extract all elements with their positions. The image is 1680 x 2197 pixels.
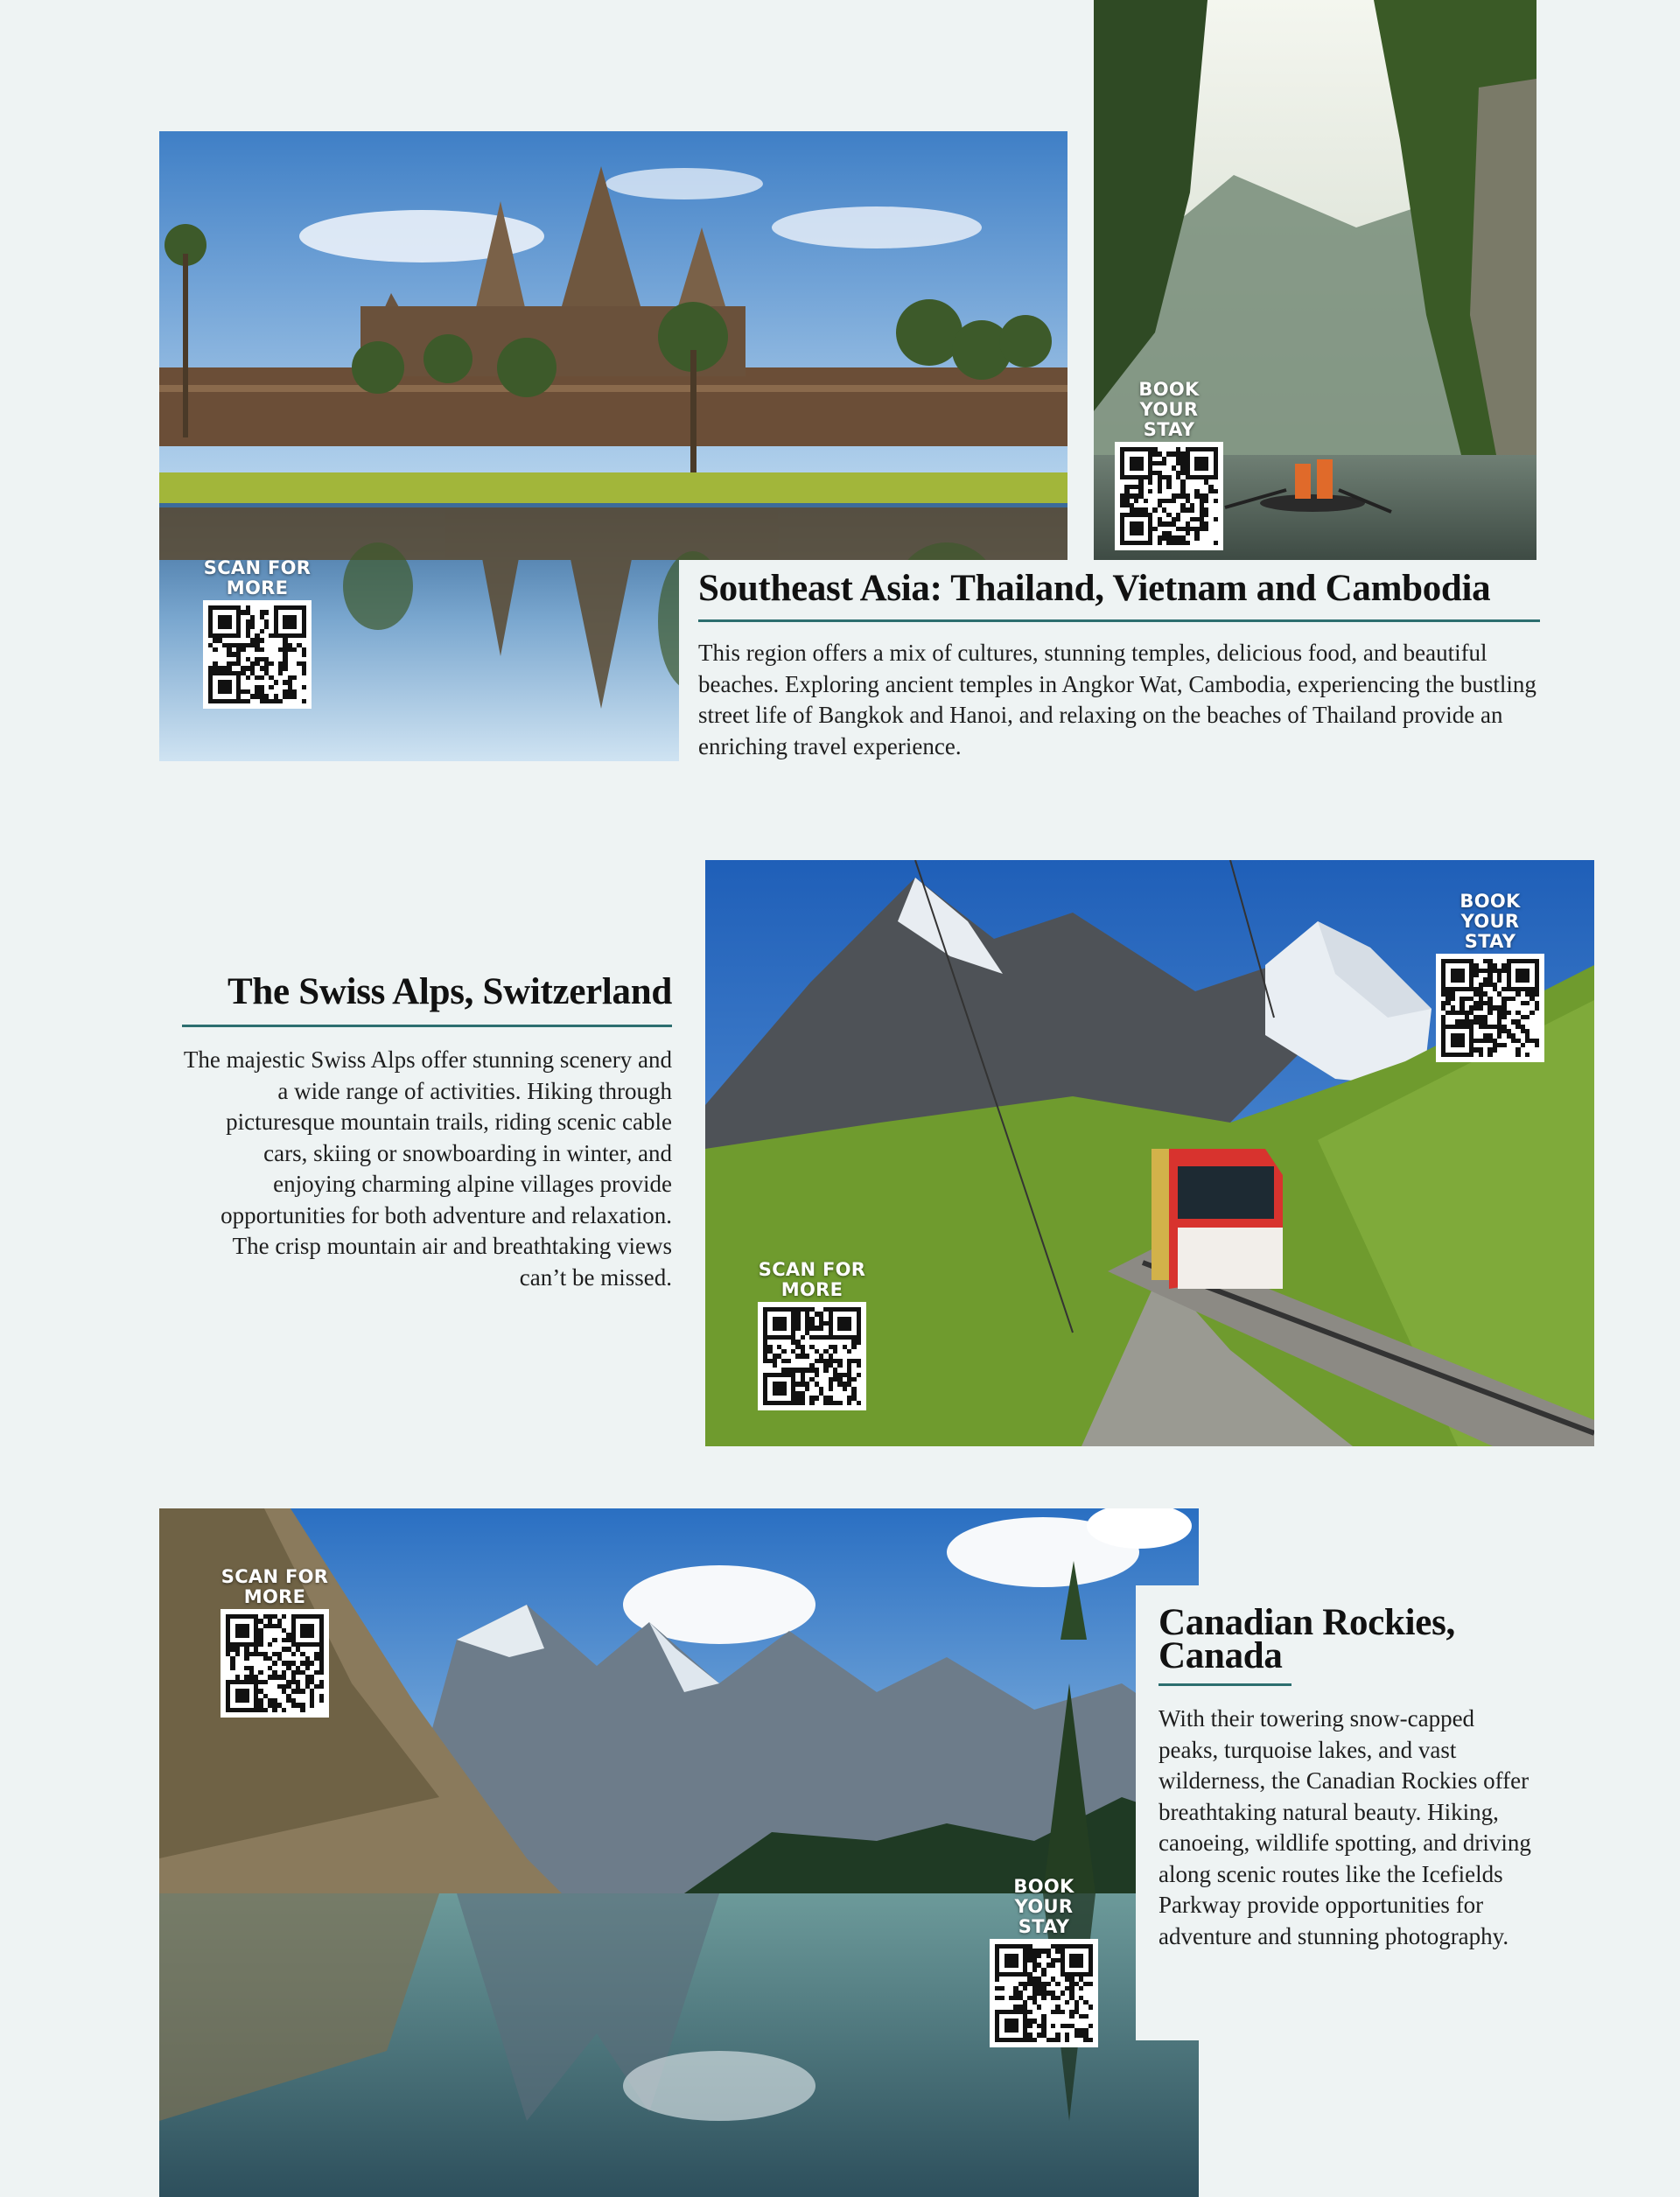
qr-label: BOOK YOUR STAY [1013, 1876, 1074, 1937]
qr-label: SCAN FOR MORE [220, 1566, 329, 1607]
scan-for-more-qr[interactable] [215, 1567, 334, 1718]
scan-for-more-qr[interactable] [752, 1260, 872, 1410]
qr-code-icon[interactable] [758, 1302, 866, 1410]
section-title: Canadian Rockies, Canada [1158, 1602, 1455, 1676]
qr-code-icon[interactable] [1115, 442, 1223, 550]
qr-code-icon[interactable] [203, 600, 312, 709]
section-title: Southeast Asia: Thailand, Vietnam and Cambodia [698, 568, 1491, 609]
section-body: The majestic Swiss Alps offer stunning scenery and a wide range of activities. Hiking through picturesque mountain trails, riding scenic cable cars, skiing or snowboarding in winter, and enjoying charming alpine villages provide opportunities for both adventure and relaxation. The crisp mountain air and breathtaking views can’t be missed. [183, 1046, 672, 1291]
qr-code-icon[interactable] [220, 1609, 329, 1718]
scan-for-more-qr[interactable] [198, 558, 317, 709]
qr-code-icon[interactable] [990, 1939, 1098, 2047]
qr-label: SCAN FOR MORE [203, 557, 312, 598]
title-underline [1158, 1683, 1292, 1686]
southeast-asia-text [679, 560, 1545, 770]
section-body: With their towering snow-capped peaks, turquoise lakes, and vast wilderness, the Canadian Rockies offer breathtaking natural beauty. Hiking, canoeing, wildlife spotting, and driving along scenic routes like the Icefields Parkway provide opportunities for adventure and stunning photography. [1158, 1705, 1531, 1949]
title-underline [698, 619, 1540, 622]
qr-label: BOOK YOUR STAY [1138, 379, 1200, 440]
section-title: The Swiss Alps, Switzerland [227, 971, 672, 1012]
book-your-stay-qr[interactable] [1431, 892, 1550, 1062]
book-your-stay-qr[interactable] [1110, 380, 1228, 550]
canadian-rockies-text [1136, 1585, 1549, 2040]
qr-label: SCAN FOR MORE [758, 1259, 866, 1300]
title-underline [182, 1025, 672, 1027]
section-body: This region offers a mix of cultures, stunning temples, delicious food, and beautiful beaches. Exploring ancient temples in Angkor Wat, Cambodia, experiencing the bustling street life of Bangkok and Hanoi, and relaxing on the beaches of Thailand provide an enriching travel experience. [698, 640, 1536, 759]
qr-code-icon[interactable] [1436, 954, 1544, 1062]
swiss-alps-text [182, 971, 672, 1308]
qr-label: BOOK YOUR STAY [1460, 891, 1521, 952]
book-your-stay-qr[interactable] [984, 1877, 1103, 2047]
